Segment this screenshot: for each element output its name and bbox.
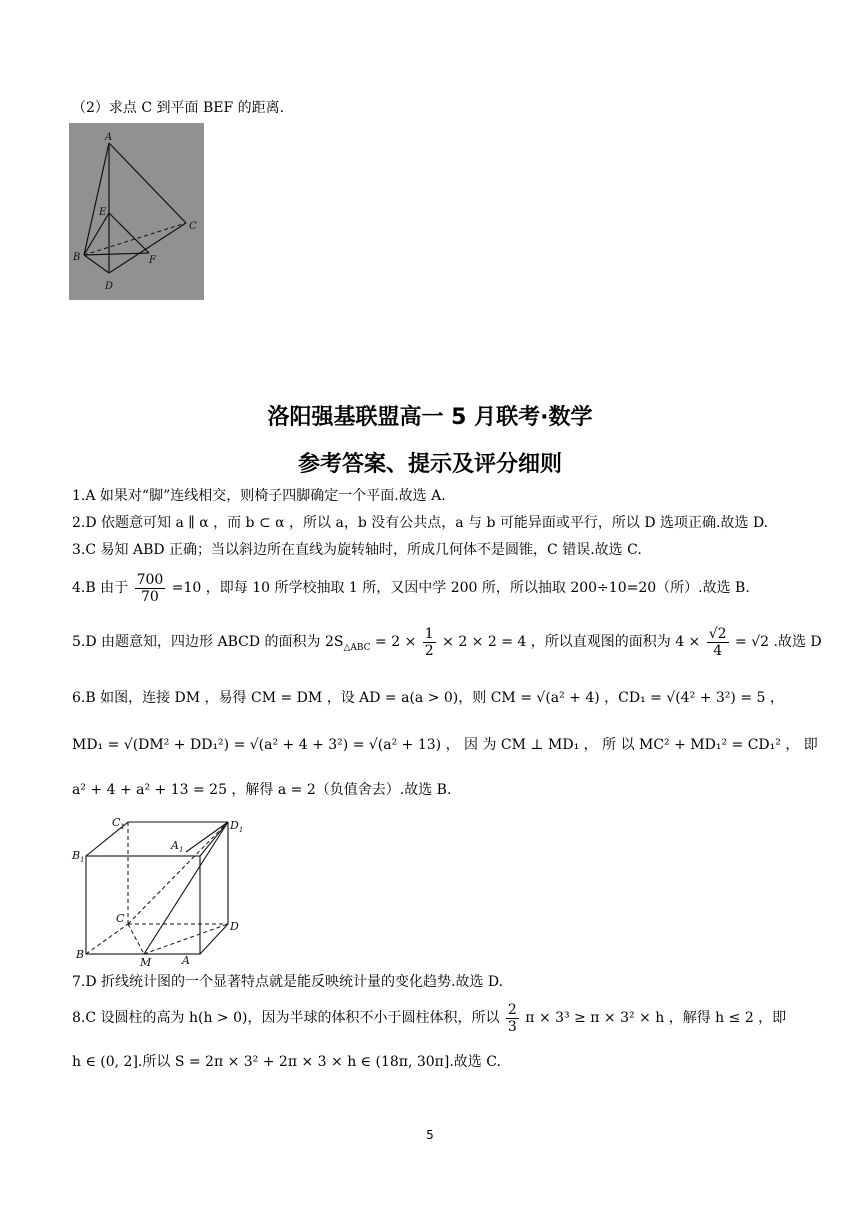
pyramid-figure bbox=[69, 123, 204, 300]
answer-2: 2.D 依题意可知 a ∥ α ，而 b ⊂ α ，所以 a，b 没有公共点，a 与 b 可能异面或平行，所以 D 选项正确.故选 D. bbox=[72, 515, 769, 531]
label-A1: $A_1$ bbox=[171, 839, 184, 854]
label-E: E bbox=[99, 207, 107, 218]
answer-6-line-3: a² + 4 + a² + 13 = 25 ，解得 a = 2（负值舍去）.故选 B. bbox=[72, 782, 452, 798]
label-B: B bbox=[76, 948, 85, 961]
answer-8-line-1: 8.C 设圆柱的高为 h(h > 0)，因为半球的体积不小于圆柱体积，所以 $\frac{2}{3}$ π × 3³ ≥ π × 3² × h ，解得 h ≤ 2 ，即 bbox=[72, 1001, 787, 1035]
answer-7: 7.D 折线统计图的一个显著特点就是能反映统计量的变化趋势.故选 D. bbox=[72, 974, 504, 990]
answer-4: 4.B 由于 $\frac{700}{70}$ =10 ，即每 10 所学校抽取 1 所，又因中学 200 所，所以抽取 200÷10=20（所）.故选 B. bbox=[72, 571, 750, 605]
answer-3: 3.C 易知 ABD 正确；当以斜边所在直线为旋转轴时，所成几何体不是圆锥，C 错误.故选 C. bbox=[72, 542, 642, 558]
label-A: A bbox=[182, 954, 190, 967]
cube-figure bbox=[70, 812, 245, 967]
question-2: （2）求点 C 到平面 BEF 的距离. bbox=[72, 100, 285, 116]
label-A: A bbox=[105, 132, 113, 143]
page-number: 5 bbox=[426, 1128, 434, 1142]
label-B1: $B_1$ bbox=[72, 849, 85, 864]
label-C: C bbox=[189, 221, 197, 232]
label-D: D bbox=[105, 281, 114, 292]
label-C: C bbox=[116, 912, 125, 925]
answer-6-line-1: 6.B 如图，连接 DM ，易得 CM = DM ，设 AD = a(a > 0)，则 CM = √(a² + 4) ，CD₁ = √(4² + 3²) = 5 ， bbox=[72, 690, 784, 706]
answer-8-line-2: h ∈ (0, 2].所以 S = 2π × 3² + 2π × 3 × h ∈ (18π, 30π].故选 C. bbox=[72, 1054, 501, 1070]
label-D: D bbox=[230, 920, 239, 933]
label-B: B bbox=[73, 252, 81, 263]
answer-6-line-2: MD₁ = √(DM² + DD₁²) = √(a² + 4 + 3²) = √(a² + 13) ， 因 为 CM ⊥ MD₁ ， 所 以 MC² + MD₁² = CD₁² ， 即 bbox=[72, 737, 818, 753]
answer-subtitle: 参考答案、提示及评分细则 bbox=[297, 452, 562, 477]
answer-title: 洛阳强基联盟高一 5 月联考·数学 bbox=[267, 405, 593, 430]
label-D1: $D_1$ bbox=[230, 819, 244, 834]
label-M: M bbox=[140, 956, 152, 967]
label-F: F bbox=[149, 255, 156, 266]
answer-1: 1.A 如果对“脚”连线相交，则椅子四脚确定一个平面.故选 A. bbox=[72, 488, 446, 504]
answer-5: 5.D 由题意知，四边形 ABCD 的面积为 $2S_{\triangle ABC} = 2$ × $\frac{1}{2}$ × 2 × 2 = 4 ，所以直观图的面积为 4 × $\frac{√2}{4}$ = √2 .故选 D bbox=[72, 625, 822, 659]
label-C1: $C_1$ bbox=[112, 816, 125, 831]
